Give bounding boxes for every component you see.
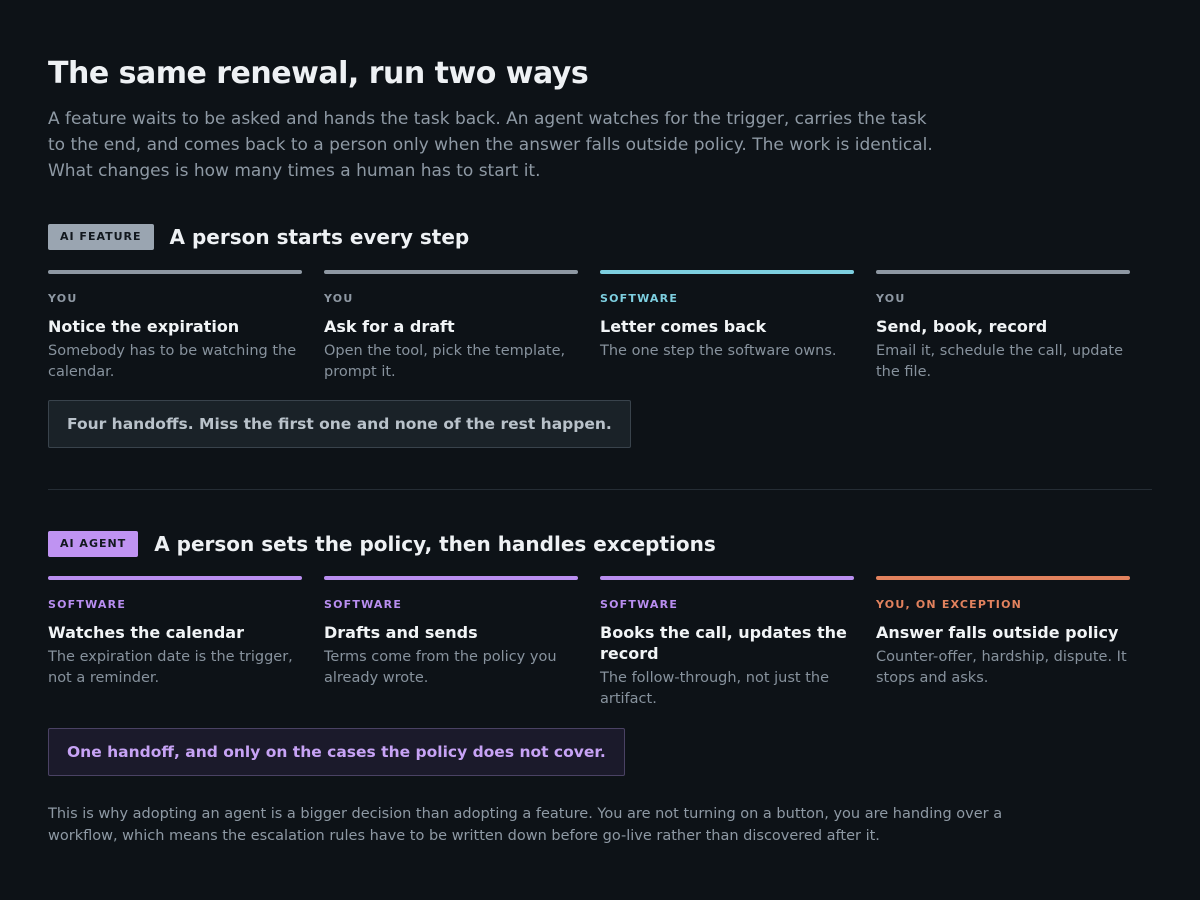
agent-step — [876, 576, 1130, 710]
step-description: Email it, schedule the call, update the file. — [876, 343, 1123, 380]
step-actor: SOFTWARE — [324, 598, 403, 611]
step-actor: SOFTWARE — [48, 598, 127, 611]
feature-step — [48, 270, 302, 383]
step-description: The follow-through, not just the artifact. — [600, 670, 829, 707]
agent-section-title: A person sets the policy, then handles exceptions — [154, 532, 716, 556]
step-actor: YOU — [48, 292, 78, 305]
feature-badge: AI FEATURE — [48, 224, 154, 250]
step-description: Open the tool, pick the template, prompt it. — [324, 343, 566, 380]
step-name: Letter comes back — [600, 317, 767, 336]
feature-step — [600, 270, 854, 383]
step-description: The expiration date is the trigger, not a reminder. — [48, 649, 293, 686]
feature-section-header — [48, 224, 469, 250]
step-actor: YOU, ON EXCEPTION — [876, 598, 1023, 611]
step-bar — [876, 576, 1130, 580]
agent-badge: AI AGENT — [48, 531, 138, 557]
feature-section-title: A person starts every step — [169, 225, 470, 249]
page-title: The same renewal, run two ways — [48, 56, 589, 91]
step-actor: YOU — [324, 292, 354, 305]
feature-steps — [48, 270, 1130, 383]
agent-section-header — [48, 531, 716, 557]
footnote: This is why adopting an agent is a bigger decision than adopting a feature. You are not turning on a button, you are handing over a workflow, which means the escalation rules have to be written down before go-live rather than discovered after it. — [48, 806, 1003, 844]
step-bar — [600, 270, 854, 274]
step-description: Terms come from the policy you already wrote. — [324, 649, 557, 686]
step-description: Counter-offer, hardship, dispute. It stops and asks. — [876, 649, 1127, 686]
step-name: Ask for a draft — [324, 317, 455, 336]
step-name: Answer falls outside policy — [876, 623, 1119, 642]
step-description: The one step the software owns. — [600, 343, 837, 359]
agent-step — [48, 576, 302, 710]
feature-callout: Four handoffs. Miss the first one and none of the rest happen. — [48, 400, 631, 448]
section-divider — [48, 489, 1152, 490]
agent-steps — [48, 576, 1130, 710]
step-name: Drafts and sends — [324, 623, 478, 642]
step-bar — [600, 576, 854, 580]
agent-callout: One handoff, and only on the cases the policy does not cover. — [48, 728, 625, 776]
step-actor: SOFTWARE — [600, 598, 679, 611]
step-bar — [48, 576, 302, 580]
step-bar — [48, 270, 302, 274]
step-bar — [876, 270, 1130, 274]
intro-paragraph: A feature waits to be asked and hands the task back. An agent watches for the trigger, carries the task to the end, and comes back to a person only when the answer falls outside policy. The work is identical. What changes is how many times a human has to start it. — [48, 109, 933, 181]
agent-step — [324, 576, 578, 710]
step-name: Books the call, updates the record — [600, 623, 847, 663]
feature-step — [876, 270, 1130, 383]
step-bar — [324, 576, 578, 580]
step-name: Send, book, record — [876, 317, 1048, 336]
step-bar — [324, 270, 578, 274]
step-actor: YOU — [876, 292, 906, 305]
step-name: Notice the expiration — [48, 317, 240, 336]
step-actor: SOFTWARE — [600, 292, 679, 305]
feature-step — [324, 270, 578, 383]
step-description: Somebody has to be watching the calendar. — [48, 343, 297, 380]
agent-step — [600, 576, 854, 710]
step-name: Watches the calendar — [48, 623, 244, 642]
